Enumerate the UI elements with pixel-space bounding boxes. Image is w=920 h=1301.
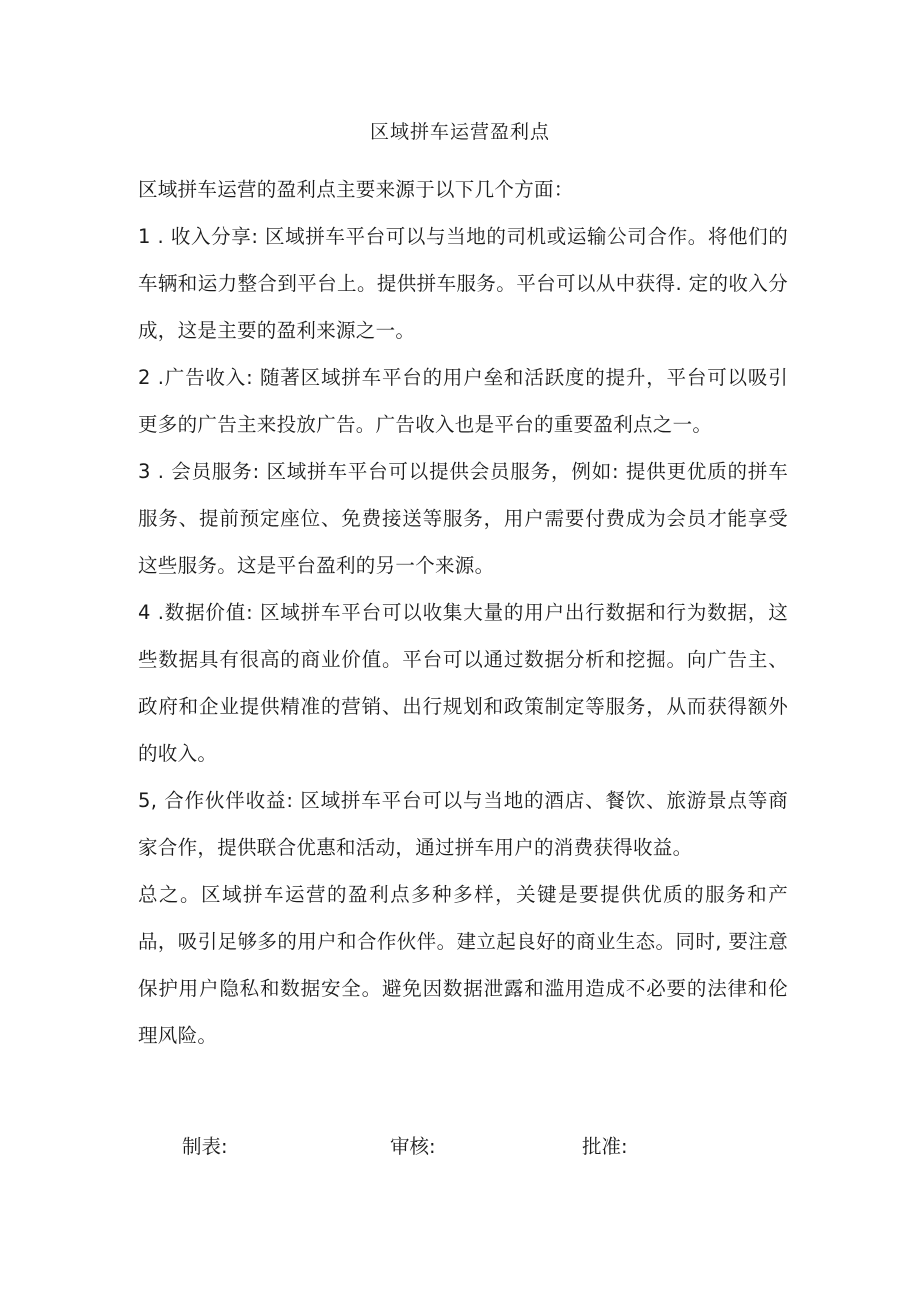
- document-title: 区域拼车运营盈利点: [369, 121, 550, 143]
- prepared-by-label: 制表:: [182, 1135, 228, 1158]
- paragraph-data-value: 4 .数据价值: 区域拼车平台可以收集大量的用户出行数据和行为数据，这些数据具有很高的商业价值。平台可以通过数据分析和挖掘。向广告主、政府和企业提供精准的营销、出行规划和政策制定等服务，从而获得额外的收入。: [138, 601, 788, 765]
- paragraph-advertising: 2 .广告收入: 随著区域拼车平台的用户垒和活跃度的提升，平台可以吸引更多的广告主来投放广告。广告收入也是平台的重要盈利点之一。: [138, 366, 788, 436]
- document-body: [138, 166, 788, 1059]
- intro-paragraph: 区域拼车运营的盈利点主要来源于以下几个方面：: [138, 178, 574, 201]
- approved-by-label: 批准:: [582, 1135, 628, 1158]
- reviewed-by-label: 审核:: [390, 1135, 436, 1158]
- signature-row: [0, 1132, 920, 1162]
- summary-paragraph: 总之。区域拼车运营的盈利点多种多样，关键是要提供优质的服务和产品，吸引足够多的用户和合作伙伴。建立起良好的商业生态。同时, 要注意保护用户隐私和数据安全。避免因数据泄露和滥用造成不必要的法律和伦理风险。: [138, 883, 788, 1047]
- paragraph-revenue-sharing: 1 . 收入分享: 区域拼车平台可以与当地的司机或运输公司合作。将他们的车辆和运力整合到平台上。提供拼车服务。平台可以从中获得. 定的收入分成，这是主要的盈利来源之一。: [138, 225, 788, 342]
- paragraph-partner-revenue: 5, 合作伙伴收益: 区域拼车平台可以与当地的酒店、餐饮、旅游景点等商家合作，提供联合优惠和活动，通过拼车用户的消费获得收益。: [138, 789, 788, 859]
- paragraph-membership: 3 . 会员服务: 区域拼车平台可以提供会员服务，例如: 提供更优质的拼车服务、提前预定座位、免费接送等服务，用户需要付费成为会员才能享受这些服务。这是平台盈利的另一个来源。: [138, 460, 788, 577]
